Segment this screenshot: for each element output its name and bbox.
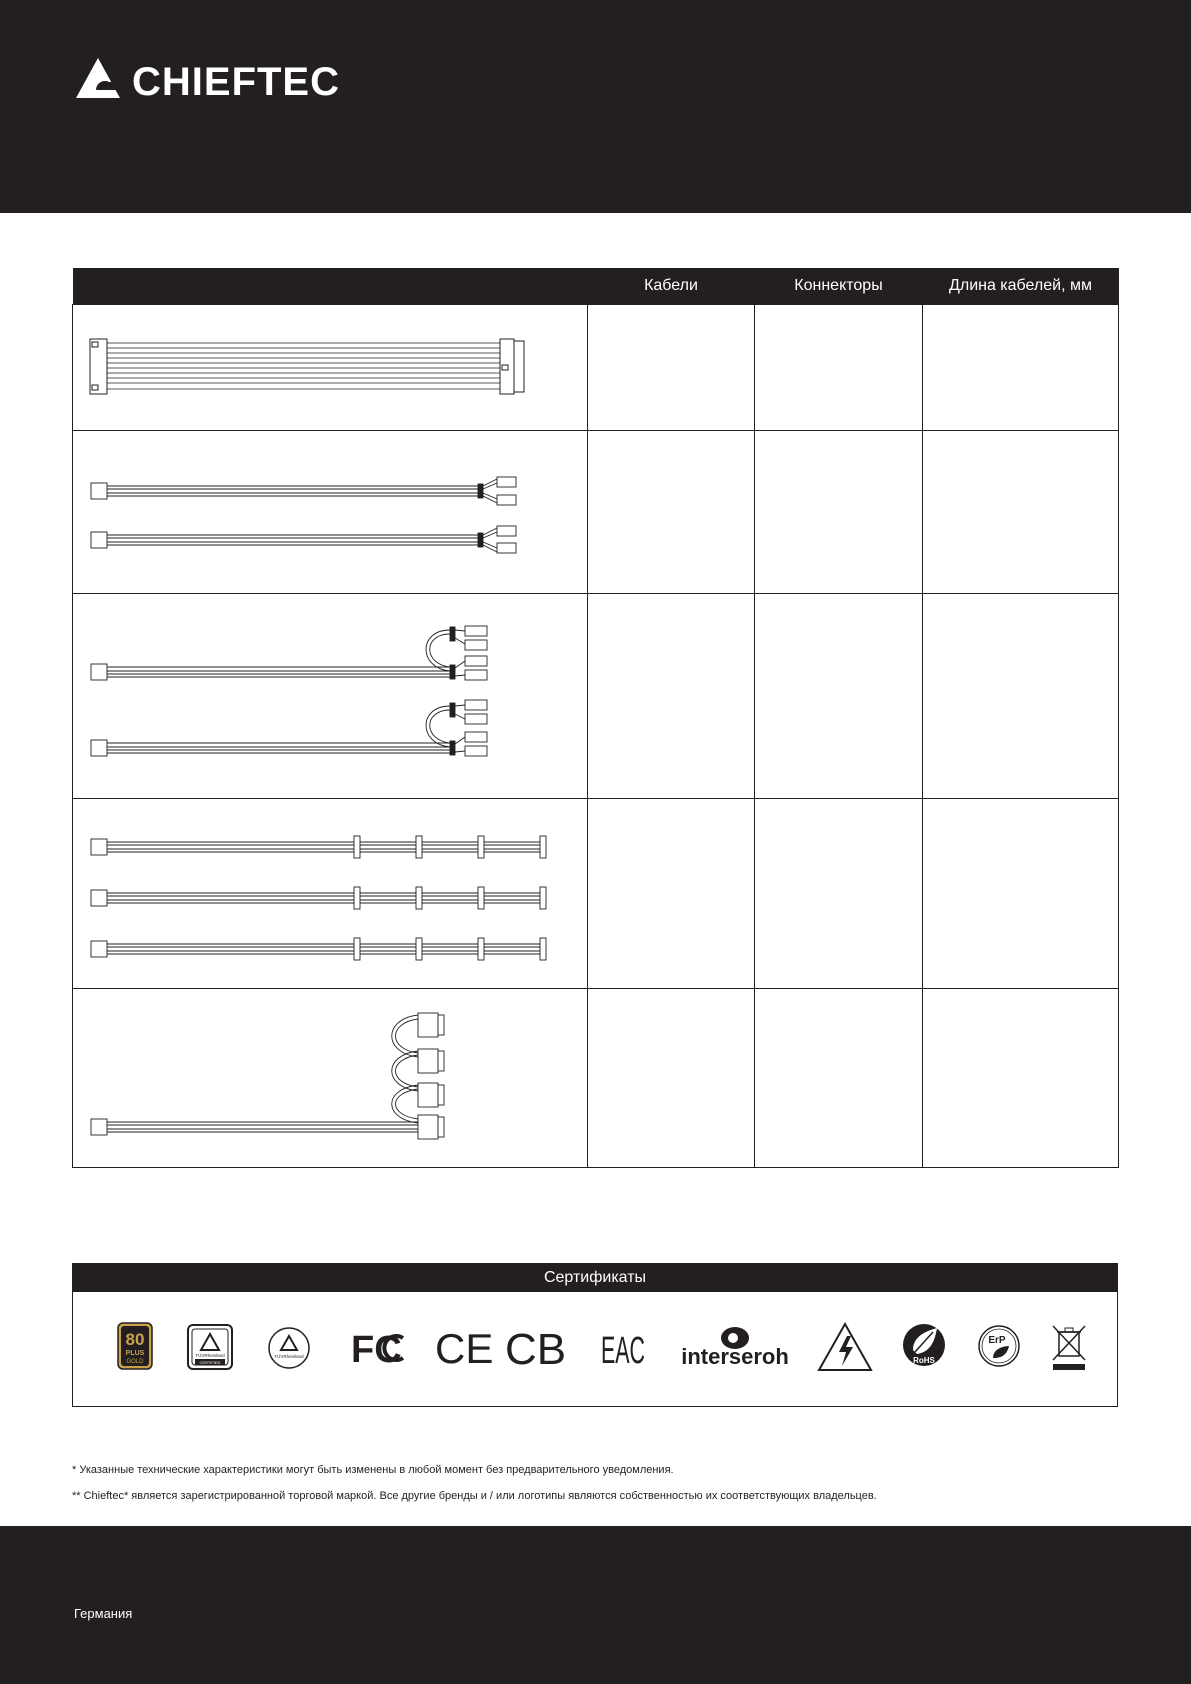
footer-country: Германия <box>74 1606 133 1621</box>
pcie-cable-icon <box>73 594 588 798</box>
cable-image-cell <box>73 799 588 989</box>
erp-icon <box>977 1324 1021 1368</box>
certificates-box <box>72 1263 1118 1407</box>
header-cables: Кабели <box>588 268 755 305</box>
cables-cell <box>588 799 755 989</box>
cable-spec-table <box>72 268 1119 1168</box>
table-row <box>73 431 1119 594</box>
header-length: Длина кабелей, мм <box>923 268 1119 305</box>
chieftec-logo-icon <box>76 56 132 100</box>
cable-image-cell <box>73 431 588 594</box>
tuv-label: TÜVRheinland <box>195 1353 225 1358</box>
cpu-cable-icon <box>73 431 588 593</box>
cable-image-cell <box>73 594 588 799</box>
cables-cell <box>588 594 755 799</box>
rohs-icon <box>901 1322 947 1368</box>
cables-cell <box>588 431 755 594</box>
rohs-text: RoHS <box>913 1356 935 1365</box>
certificates-title: Сертификаты <box>73 1264 1117 1292</box>
length-cell <box>923 305 1119 431</box>
sata-cable-icon <box>73 799 588 988</box>
cb-icon <box>505 1325 575 1374</box>
tuv-certified-icon <box>187 1324 233 1370</box>
connectors-cell <box>755 799 923 989</box>
ce-icon <box>435 1325 494 1372</box>
fcc-text: FC <box>351 1329 402 1371</box>
eac-icon <box>601 1328 647 1372</box>
brand-logo <box>76 54 340 104</box>
cables-cell <box>588 305 755 431</box>
erp-text: ErP <box>988 1335 1006 1346</box>
80plus-gold-icon <box>117 1322 153 1370</box>
connectors-cell <box>755 989 923 1168</box>
molex-cable-icon <box>73 989 588 1167</box>
table-row <box>73 305 1119 431</box>
length-cell <box>923 799 1119 989</box>
connectors-cell <box>755 431 923 594</box>
cb-text: CB <box>505 1325 567 1374</box>
cable-image-cell <box>73 989 588 1168</box>
trademark-note: ** Chieftec* является зарегистрированной торговой маркой. Все другие бренды и / или логотипы являются собственностью их соответствующих владельцев. <box>72 1490 877 1502</box>
table-row <box>73 989 1119 1168</box>
tuv-round-label: TÜVRheinland <box>274 1354 304 1359</box>
length-cell <box>923 989 1119 1168</box>
eac-text: EAC <box>601 1330 645 1372</box>
table-row <box>73 799 1119 989</box>
weee-bin-icon <box>1049 1322 1089 1372</box>
header-image <box>73 268 588 305</box>
tuv-certified-label: CERTIFIED <box>199 1360 221 1365</box>
interseroh-text: interseroh <box>681 1344 789 1369</box>
length-cell <box>923 431 1119 594</box>
cable-image-cell <box>73 305 588 431</box>
connectors-cell <box>755 305 923 431</box>
page-header <box>0 0 1191 213</box>
certificates-row <box>73 1292 1117 1406</box>
table-row <box>73 594 1119 799</box>
high-voltage-warning-icon <box>817 1322 873 1372</box>
80plus-plus: PLUS <box>125 1350 145 1357</box>
80plus-gold: GOLD <box>126 1359 144 1365</box>
cables-cell <box>588 989 755 1168</box>
page-footer <box>0 1526 1191 1684</box>
disclaimer-note: * Указанные технические характеристики могут быть изменены в любой момент без предварительного уведомления. <box>72 1464 674 1476</box>
tuv-round-icon <box>267 1326 311 1370</box>
fcc-icon <box>351 1328 407 1371</box>
80plus-number: 80 <box>125 1330 145 1349</box>
atx-24pin-cable-icon <box>73 305 588 430</box>
table-header-row <box>73 268 1119 305</box>
brand-name: CHIEFTEC <box>132 60 340 104</box>
ce-text: CE <box>435 1325 494 1372</box>
interseroh-icon <box>677 1324 793 1368</box>
header-connectors: Коннекторы <box>755 268 923 305</box>
connectors-cell <box>755 594 923 799</box>
length-cell <box>923 594 1119 799</box>
